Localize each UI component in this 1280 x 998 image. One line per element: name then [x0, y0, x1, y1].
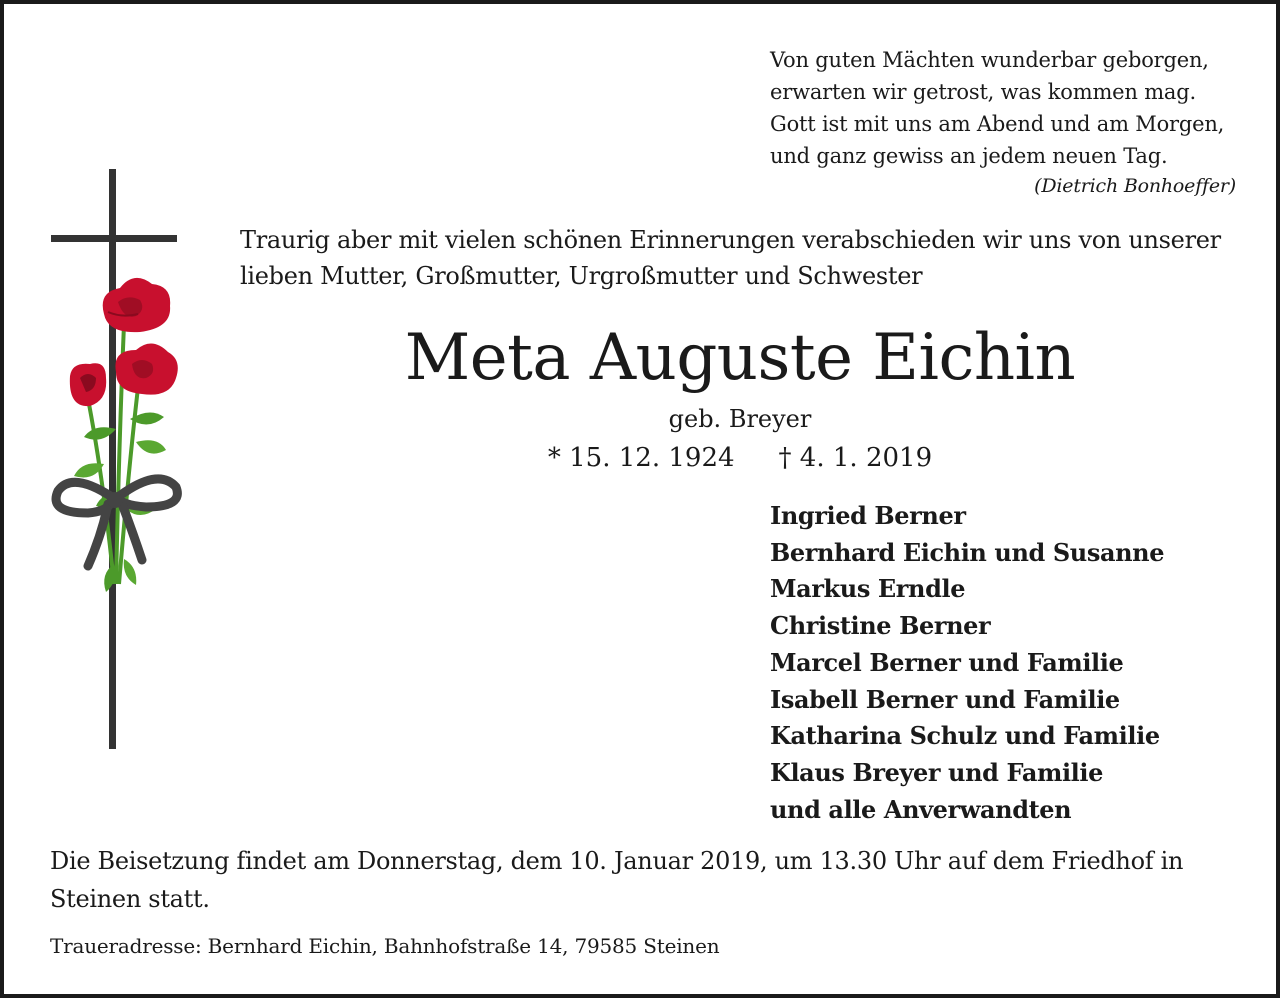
farewell-intro-line-1: Traurig aber mit vielen schönen Erinnerungen verabschieden wir uns von unserer: [240, 226, 1221, 254]
farewell-intro-line-2: lieben Mutter, Großmutter, Urgroßmutter und Schwester: [240, 262, 923, 290]
funeral-info-line-2: Steinen statt.: [50, 885, 210, 913]
mourner-item: Katharina Schulz und Familie: [770, 721, 1160, 751]
poem-line: Gott ist mit uns am Abend und am Morgen,: [770, 112, 1225, 136]
mourner-item: Christine Berner: [770, 611, 991, 641]
mourner-item: Klaus Breyer und Familie: [770, 757, 1103, 787]
farewell-intro: [240, 222, 1250, 294]
poem-line: Von guten Mächten wunderbar geborgen,: [770, 48, 1209, 72]
mourning-address: Traueradresse: Bernhard Eichin, Bahnhofstraße 14, 79585 Steinen: [50, 934, 720, 958]
life-dates: [240, 440, 1240, 476]
mourner-item: und alle Anverwandten: [770, 794, 1072, 824]
poem-line: und ganz gewiss an jedem neuen Tag.: [770, 144, 1168, 168]
mourner-item: Marcel Berner und Familie: [770, 647, 1124, 677]
poem-quote: [770, 44, 1250, 200]
funeral-info-line-1: Die Beisetzung findet am Donnerstag, dem 10. Januar 2019, um 13.30 Uhr auf dem Friedhof in: [50, 847, 1184, 875]
deceased-name: Meta Auguste Eichin: [404, 321, 1076, 395]
mourner-item: Bernhard Eichin und Susanne: [770, 537, 1165, 567]
funeral-info: [50, 842, 1250, 918]
mourner-item: Markus Erndle: [770, 574, 966, 604]
death-date: † 4. 1. 2019: [778, 443, 933, 473]
mourner-item: Ingried Berner: [770, 501, 966, 530]
mourner-item: Isabell Berner und Familie: [770, 684, 1120, 714]
poem-line: erwarten wir getrost, was kommen mag.: [770, 80, 1196, 104]
mourners-list: [770, 498, 1270, 828]
poem-author: (Dietrich Bonhoeffer): [1034, 175, 1236, 197]
birth-date: * 15. 12. 1924: [547, 443, 735, 473]
birth-name: geb. Breyer: [668, 405, 812, 433]
cross-with-roses-icon: [44, 164, 194, 754]
